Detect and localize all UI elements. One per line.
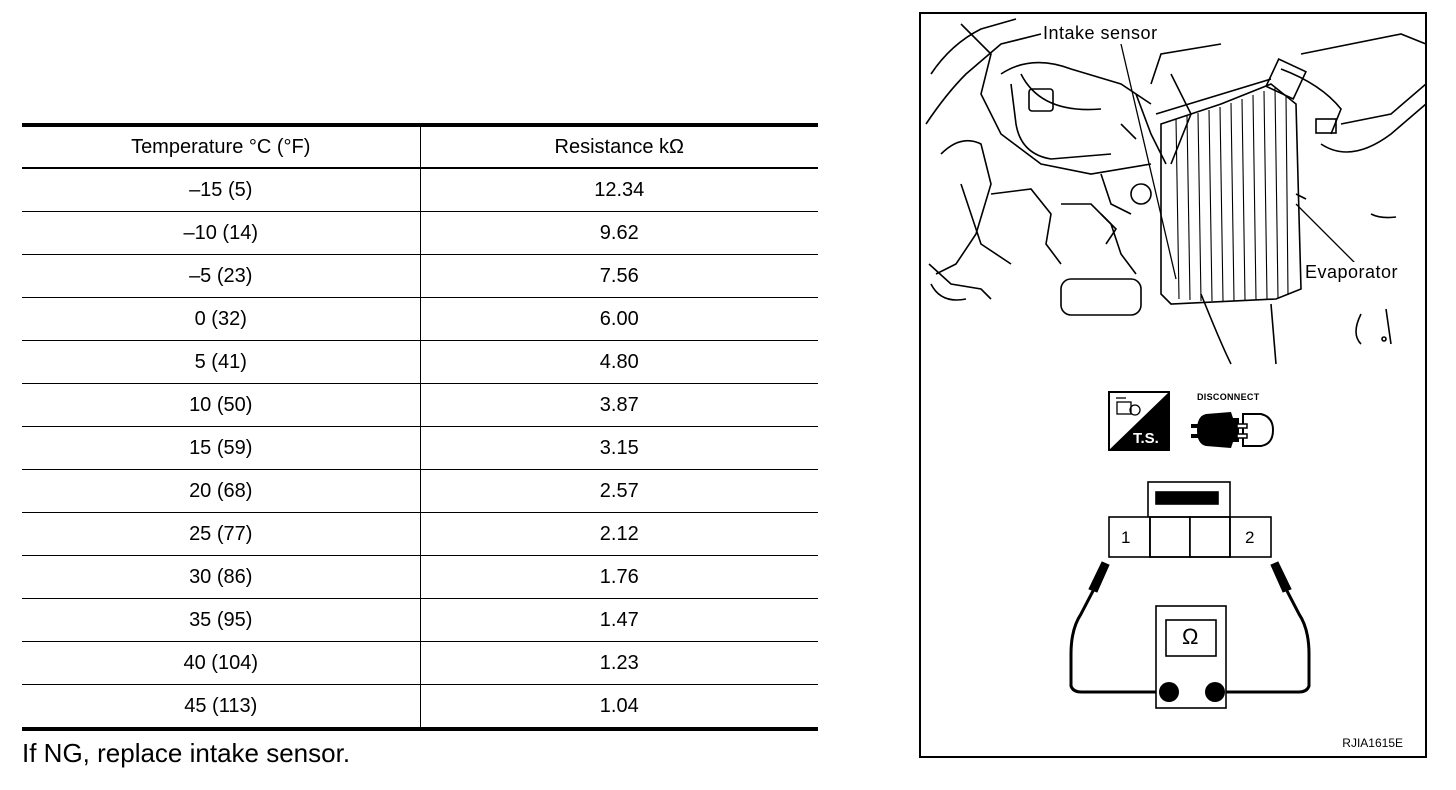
cell-resistance: 3.87 xyxy=(420,384,818,427)
table-row xyxy=(22,255,818,298)
table-row xyxy=(22,513,818,556)
cell-resistance: 1.23 xyxy=(420,642,818,685)
table-row xyxy=(22,556,818,599)
ohmmeter-drawing xyxy=(1156,606,1226,708)
cell-resistance: 2.57 xyxy=(420,470,818,513)
figure-code: RJIA1615E xyxy=(1342,736,1403,750)
cell-resistance: 1.04 xyxy=(420,685,818,730)
table-header-row xyxy=(22,125,818,168)
cell-temperature: 45 (113) xyxy=(22,685,420,730)
cell-resistance: 3.15 xyxy=(420,427,818,470)
resistance-table xyxy=(22,123,818,731)
table-row xyxy=(22,298,818,341)
figure-panel xyxy=(919,12,1427,758)
table-row xyxy=(22,599,818,642)
note-text: If NG, replace intake sensor. xyxy=(22,738,351,768)
connector-pin-2: 2 xyxy=(1245,528,1255,547)
table-body xyxy=(22,168,818,729)
cell-temperature: 25 (77) xyxy=(22,513,420,556)
cell-temperature: 30 (86) xyxy=(22,556,420,599)
header-temperature: Temperature °C (°F) xyxy=(22,125,420,168)
cell-resistance: 1.47 xyxy=(420,599,818,642)
connector-pin-1: 1 xyxy=(1121,528,1131,547)
leader-lines xyxy=(1121,44,1366,279)
probe-tips xyxy=(1089,562,1291,592)
table-row xyxy=(22,384,818,427)
cell-resistance: 2.12 xyxy=(420,513,818,556)
cell-temperature: –10 (14) xyxy=(22,212,420,255)
cell-temperature: 0 (32) xyxy=(22,298,420,341)
cell-temperature: –5 (23) xyxy=(22,255,420,298)
cell-resistance: 4.80 xyxy=(420,341,818,384)
cell-temperature: 20 (68) xyxy=(22,470,420,513)
table-row xyxy=(22,470,818,513)
table-row xyxy=(22,685,818,730)
cell-resistance: 1.76 xyxy=(420,556,818,599)
cell-temperature: 10 (50) xyxy=(22,384,420,427)
cell-resistance: 9.62 xyxy=(420,212,818,255)
cell-resistance: 12.34 xyxy=(420,168,818,212)
label-intake-sensor: Intake sensor xyxy=(1043,23,1158,43)
table-row xyxy=(22,168,818,212)
table-row xyxy=(22,212,818,255)
ohm-symbol: Ω xyxy=(1182,624,1199,649)
header-resistance: Resistance kΩ xyxy=(420,125,818,168)
disconnect-icon xyxy=(1191,412,1273,448)
disconnect-label: DISCONNECT xyxy=(1197,392,1260,402)
cell-temperature: –15 (5) xyxy=(22,168,420,212)
figure-drawing xyxy=(921,14,1427,758)
cell-temperature: 15 (59) xyxy=(22,427,420,470)
label-evaporator: Evaporator xyxy=(1305,262,1399,282)
cell-resistance: 6.00 xyxy=(420,298,818,341)
table-row xyxy=(22,341,818,384)
cell-resistance: 7.56 xyxy=(420,255,818,298)
table-row xyxy=(22,427,818,470)
cell-temperature: 35 (95) xyxy=(22,599,420,642)
vehicle-illustration xyxy=(926,19,1426,364)
ts-label: T.S. xyxy=(1133,430,1159,447)
cell-temperature: 5 (41) xyxy=(22,341,420,384)
cell-temperature: 40 (104) xyxy=(22,642,420,685)
table-row xyxy=(22,642,818,685)
